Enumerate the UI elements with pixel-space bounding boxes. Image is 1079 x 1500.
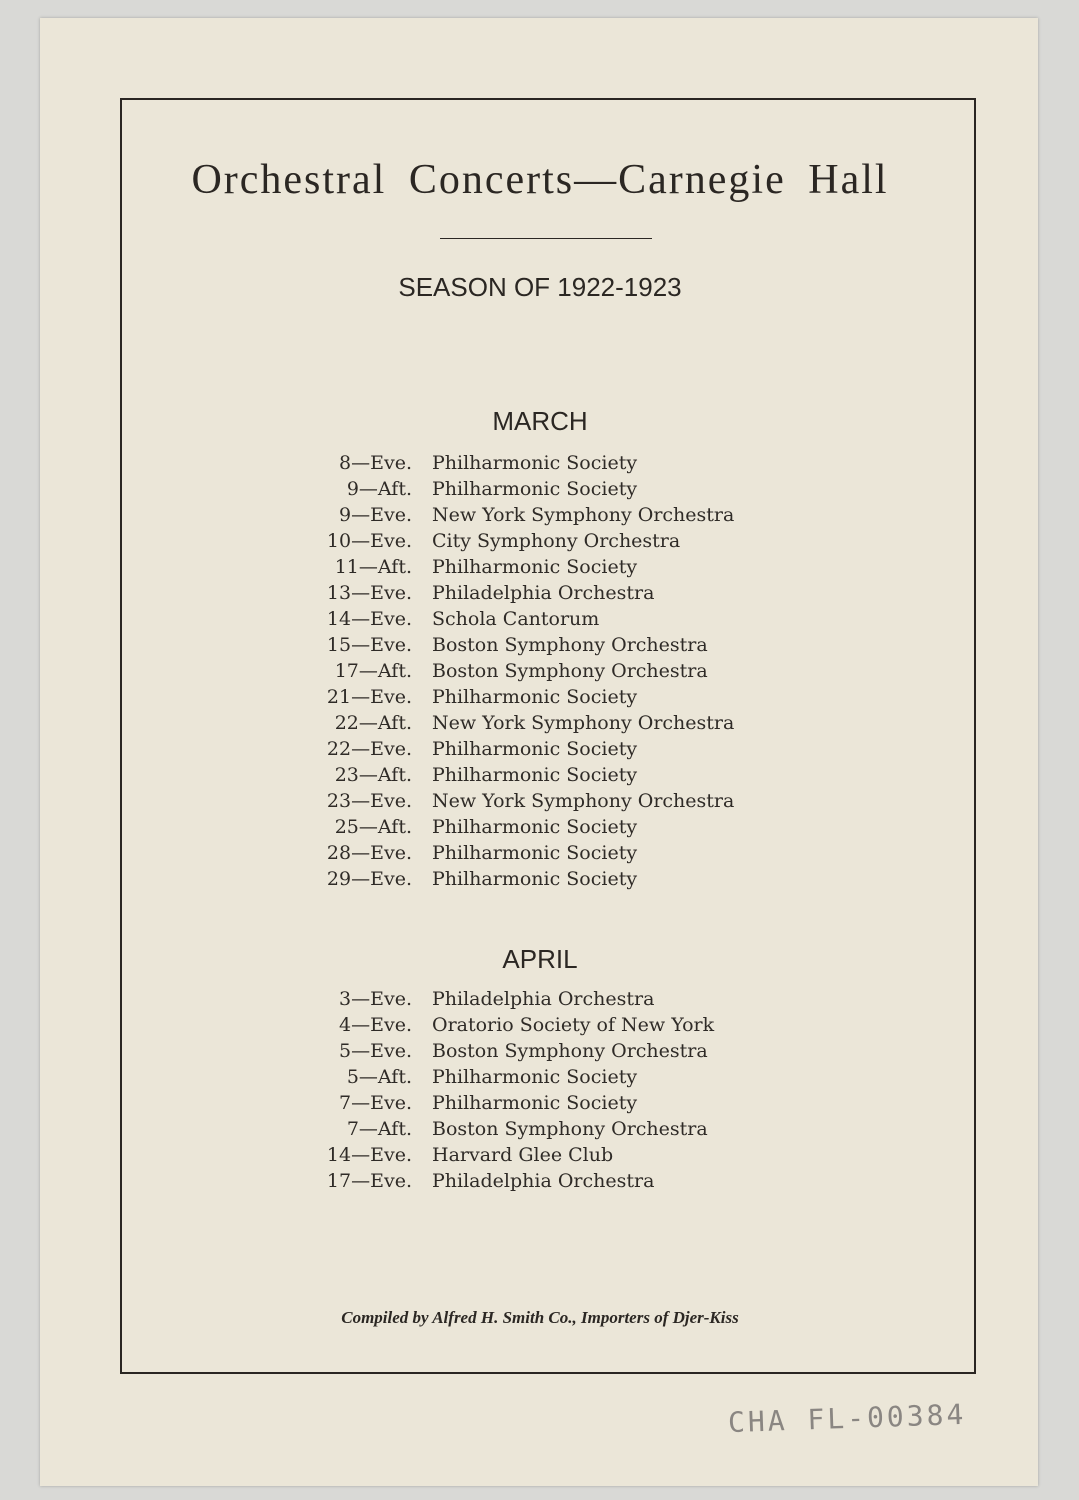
event-date: 15—Eve. [326, 634, 412, 656]
schedule-row [40, 788, 1040, 814]
event-name: Philharmonic Society [432, 842, 638, 864]
schedule-row [40, 866, 1040, 892]
event-date: 13—Eve. [326, 582, 412, 604]
april-schedule [40, 986, 1040, 1194]
program-sheet [40, 18, 1038, 1486]
event-name: Boston Symphony Orchestra [432, 1040, 708, 1062]
event-name: Philadelphia Orchestra [432, 988, 655, 1010]
schedule-row [40, 1142, 1040, 1168]
event-date: 8—Eve. [339, 452, 412, 474]
schedule-row [40, 762, 1040, 788]
schedule-row [40, 840, 1040, 866]
event-date: 7—Aft. [346, 1118, 412, 1140]
event-name: Boston Symphony Orchestra [432, 1118, 708, 1140]
event-date: 14—Eve. [326, 1144, 412, 1166]
title-divider [440, 238, 652, 239]
march-heading: MARCH [492, 406, 588, 436]
season-heading: SEASON OF 1922-1923 [398, 272, 682, 302]
event-date: 23—Eve. [326, 790, 412, 812]
event-date: 22—Aft. [334, 712, 412, 734]
event-name: Philadelphia Orchestra [432, 1170, 655, 1192]
event-name: Boston Symphony Orchestra [432, 660, 708, 682]
schedule-row [40, 986, 1040, 1012]
schedule-row [40, 1168, 1040, 1194]
event-name: Philharmonic Society [432, 1092, 638, 1114]
event-date: 29—Eve. [326, 868, 412, 890]
event-date: 28—Eve. [326, 842, 412, 864]
schedule-row [40, 736, 1040, 762]
schedule-row [40, 502, 1040, 528]
march-schedule [40, 450, 1040, 892]
event-date: 9—Eve. [339, 504, 412, 526]
event-name: Philharmonic Society [432, 556, 638, 578]
event-date: 9—Aft. [346, 478, 412, 500]
event-name: Schola Cantorum [432, 608, 600, 630]
schedule-row [40, 814, 1040, 840]
event-date: 7—Eve. [339, 1092, 412, 1114]
event-date: 21—Eve. [326, 686, 412, 708]
catalog-number: CHA FL-00384 [727, 1397, 967, 1440]
schedule-row [40, 528, 1040, 554]
schedule-row [40, 1116, 1040, 1142]
event-date: 5—Eve. [339, 1040, 412, 1062]
event-name: Philadelphia Orchestra [432, 582, 655, 604]
event-name: Philharmonic Society [432, 764, 638, 786]
schedule-row [40, 476, 1040, 502]
schedule-row [40, 1090, 1040, 1116]
event-name: Harvard Glee Club [432, 1144, 614, 1166]
event-date: 5—Aft. [346, 1066, 412, 1088]
event-date: 23—Aft. [334, 764, 412, 786]
event-name: Philharmonic Society [432, 1066, 638, 1088]
event-name: Philharmonic Society [432, 816, 638, 838]
event-date: 14—Eve. [326, 608, 412, 630]
event-date: 22—Eve. [326, 738, 412, 760]
schedule-row [40, 1064, 1040, 1090]
schedule-row [40, 450, 1040, 476]
event-date: 17—Aft. [334, 660, 412, 682]
event-name: New York Symphony Orchestra [432, 504, 735, 526]
schedule-row [40, 554, 1040, 580]
event-date: 4—Eve. [339, 1014, 412, 1036]
schedule-row [40, 658, 1040, 684]
event-date: 17—Eve. [326, 1170, 412, 1192]
event-name: New York Symphony Orchestra [432, 790, 735, 812]
schedule-row [40, 632, 1040, 658]
event-name: Philharmonic Society [432, 686, 638, 708]
event-date: 10—Eve. [326, 530, 412, 552]
event-date: 11—Aft. [334, 556, 412, 578]
event-name: Philharmonic Society [432, 868, 638, 890]
april-heading: APRIL [502, 944, 578, 974]
schedule-row [40, 1012, 1040, 1038]
event-name: City Symphony Orchestra [432, 530, 681, 552]
event-name: Oratorio Society of New York [432, 1014, 715, 1036]
event-name: Philharmonic Society [432, 478, 638, 500]
schedule-row [40, 1038, 1040, 1064]
event-name: Philharmonic Society [432, 738, 638, 760]
event-date: 3—Eve. [339, 988, 412, 1010]
event-name: Philharmonic Society [432, 452, 638, 474]
schedule-row [40, 710, 1040, 736]
page-title: Orchestral Concerts—Carnegie Hall [191, 157, 889, 203]
event-date: 25—Aft. [334, 816, 412, 838]
schedule-row [40, 580, 1040, 606]
schedule-row [40, 606, 1040, 632]
event-name: New York Symphony Orchestra [432, 712, 735, 734]
schedule-row [40, 684, 1040, 710]
event-name: Boston Symphony Orchestra [432, 634, 708, 656]
compiled-by-footer: Compiled by Alfred H. Smith Co., Importers of Djer-Kiss [341, 1308, 739, 1327]
